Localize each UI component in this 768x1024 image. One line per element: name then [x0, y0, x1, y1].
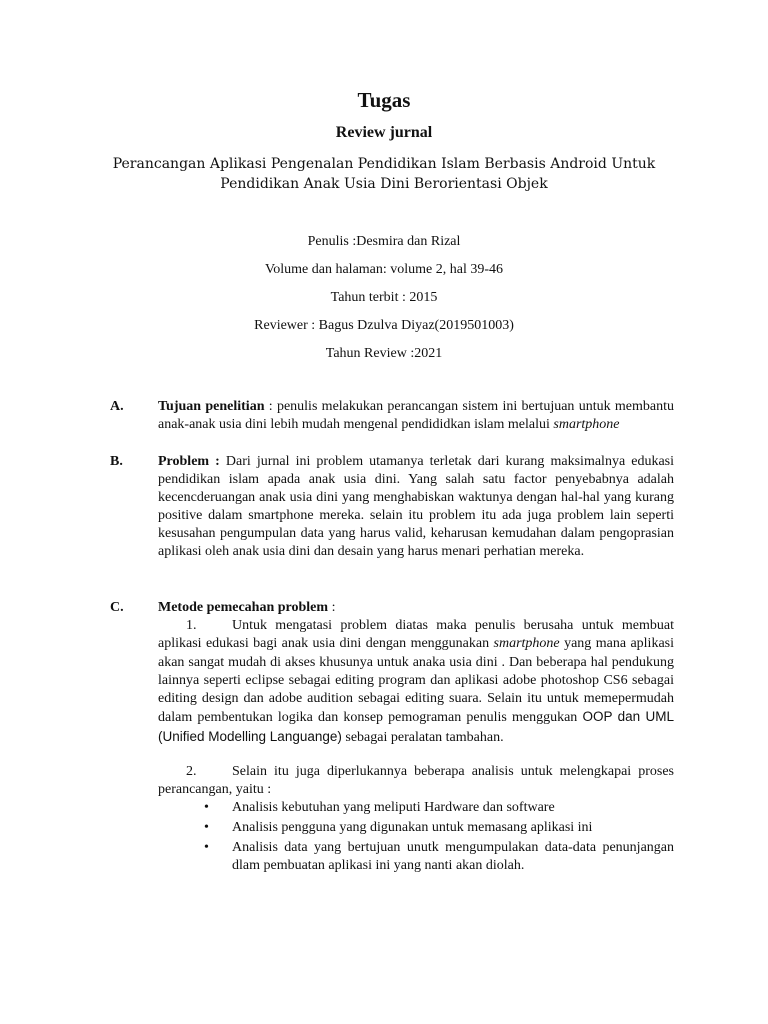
list-item — [204, 799, 674, 817]
item-1-sans: OOP dan UML (Unified Modelling Languange) — [158, 709, 674, 744]
item-1-text-c: sebagai peralatan tambahan. — [341, 729, 504, 745]
item-2-text-body: Selain itu juga diperlukannya beberapa analisis untuk melengkapai proses perancangan, yaitu : — [158, 764, 674, 798]
bullet-text: Analisis pengguna yang digunakan untuk memasang aplikasi ini — [232, 820, 593, 835]
section-a-letter: A. — [110, 399, 124, 414]
analysis-bullet-list — [204, 799, 674, 877]
list-item — [204, 819, 674, 837]
item-1-text — [158, 617, 674, 747]
section-b-text: Dari jurnal ini problem utamanya terletak dari kurang maksimalnya edukasi pendidikan islam apada anak usia dini. Yang salah satu factor penyebabnya adalah kecencderuangan anak usia dini yang menghabiskan waktunya dengan hal-hal yang kurang positive dalam smartphone mereka. selain itu problem itu ada juga problem lain seperti kesusahan pengumpulan data yang harus valid, keharusan kemudahan dalam pengoprasian aplikasi oleh anak usia dini dan desain yang harus menari perhatian mereka. — [158, 454, 674, 559]
meta-year: Tahun terbit : 2015 — [330, 290, 438, 305]
doc-title: Tugas — [357, 88, 411, 112]
item-1-text-a: Untuk mengatasi problem diatas maka penulis berusaha untuk membuat aplikasi edukasi bagi anak usia dini dengan menggunakan — [158, 618, 674, 652]
item-1-text-b: yang mana aplikasi akan sangat mudah di akses khusunya untuk anaka usia dini . Dan beberapa hal pendukung lainnya seperti eclipse sebagai editing program dan aplikasi adobe photoshop CS6 sebagai editing design dan adobe audition sebagai editing suara. Selain itu untuk memepermudah dalam pembentukan logika dan konsep pemograman penulis menggukan — [158, 636, 675, 726]
meta-reviewer: Reviewer : Bagus Dzulva Diyaz(2019501003) — [254, 318, 514, 333]
bullet-text: Analisis data yang bertujuan unutk mengumpulakan data-data penunjangan dlam pembuatan aplikasi ini yang nanti akan diolah. — [232, 840, 674, 873]
meta-author: Penulis :Desmira dan Rizal — [307, 234, 461, 249]
item-2-text — [158, 763, 674, 800]
section-a-text: : penulis melakukan perancangan sistem ini bertujuan untuk membantu anak-anak usia dini lebih mudah mengenal pendididkan islam melalui — [158, 399, 674, 432]
section-c-suffix: : — [328, 600, 336, 615]
section-a-heading: Tujuan penelitian — [158, 399, 265, 414]
bullet-icon: • — [204, 820, 209, 835]
section-b-letter: B. — [110, 454, 123, 469]
item-1-em: smartphone — [493, 636, 560, 652]
item-1-number: 1. — [186, 618, 197, 633]
list-item — [204, 839, 674, 875]
item-2-number: 2. — [186, 764, 197, 779]
section-c-heading-line — [158, 599, 674, 617]
section-c-heading: Metode pemecahan problem — [158, 600, 329, 615]
section-a-body — [158, 398, 674, 434]
section-b-body — [158, 453, 674, 561]
doc-subtitle: Review jurnal — [335, 124, 433, 141]
bullet-text: Analisis kebutuhan yang meliputi Hardware dan software — [232, 800, 555, 815]
journal-title: Perancangan Aplikasi Pengenalan Pendidikan Islam Berbasis Android Untuk Pendidikan Anak Usia Dini Berorientasi Objek — [112, 156, 656, 192]
section-a-em: smartphone — [553, 417, 620, 432]
meta-review-year: Tahun Review :2021 — [325, 346, 443, 361]
meta-volume: Volume dan halaman: volume 2, hal 39-46 — [264, 262, 504, 277]
section-c-letter: C. — [110, 600, 124, 615]
bullet-icon: • — [204, 800, 209, 815]
section-b-heading: Problem : — [158, 454, 220, 469]
bullet-icon: • — [204, 840, 209, 855]
